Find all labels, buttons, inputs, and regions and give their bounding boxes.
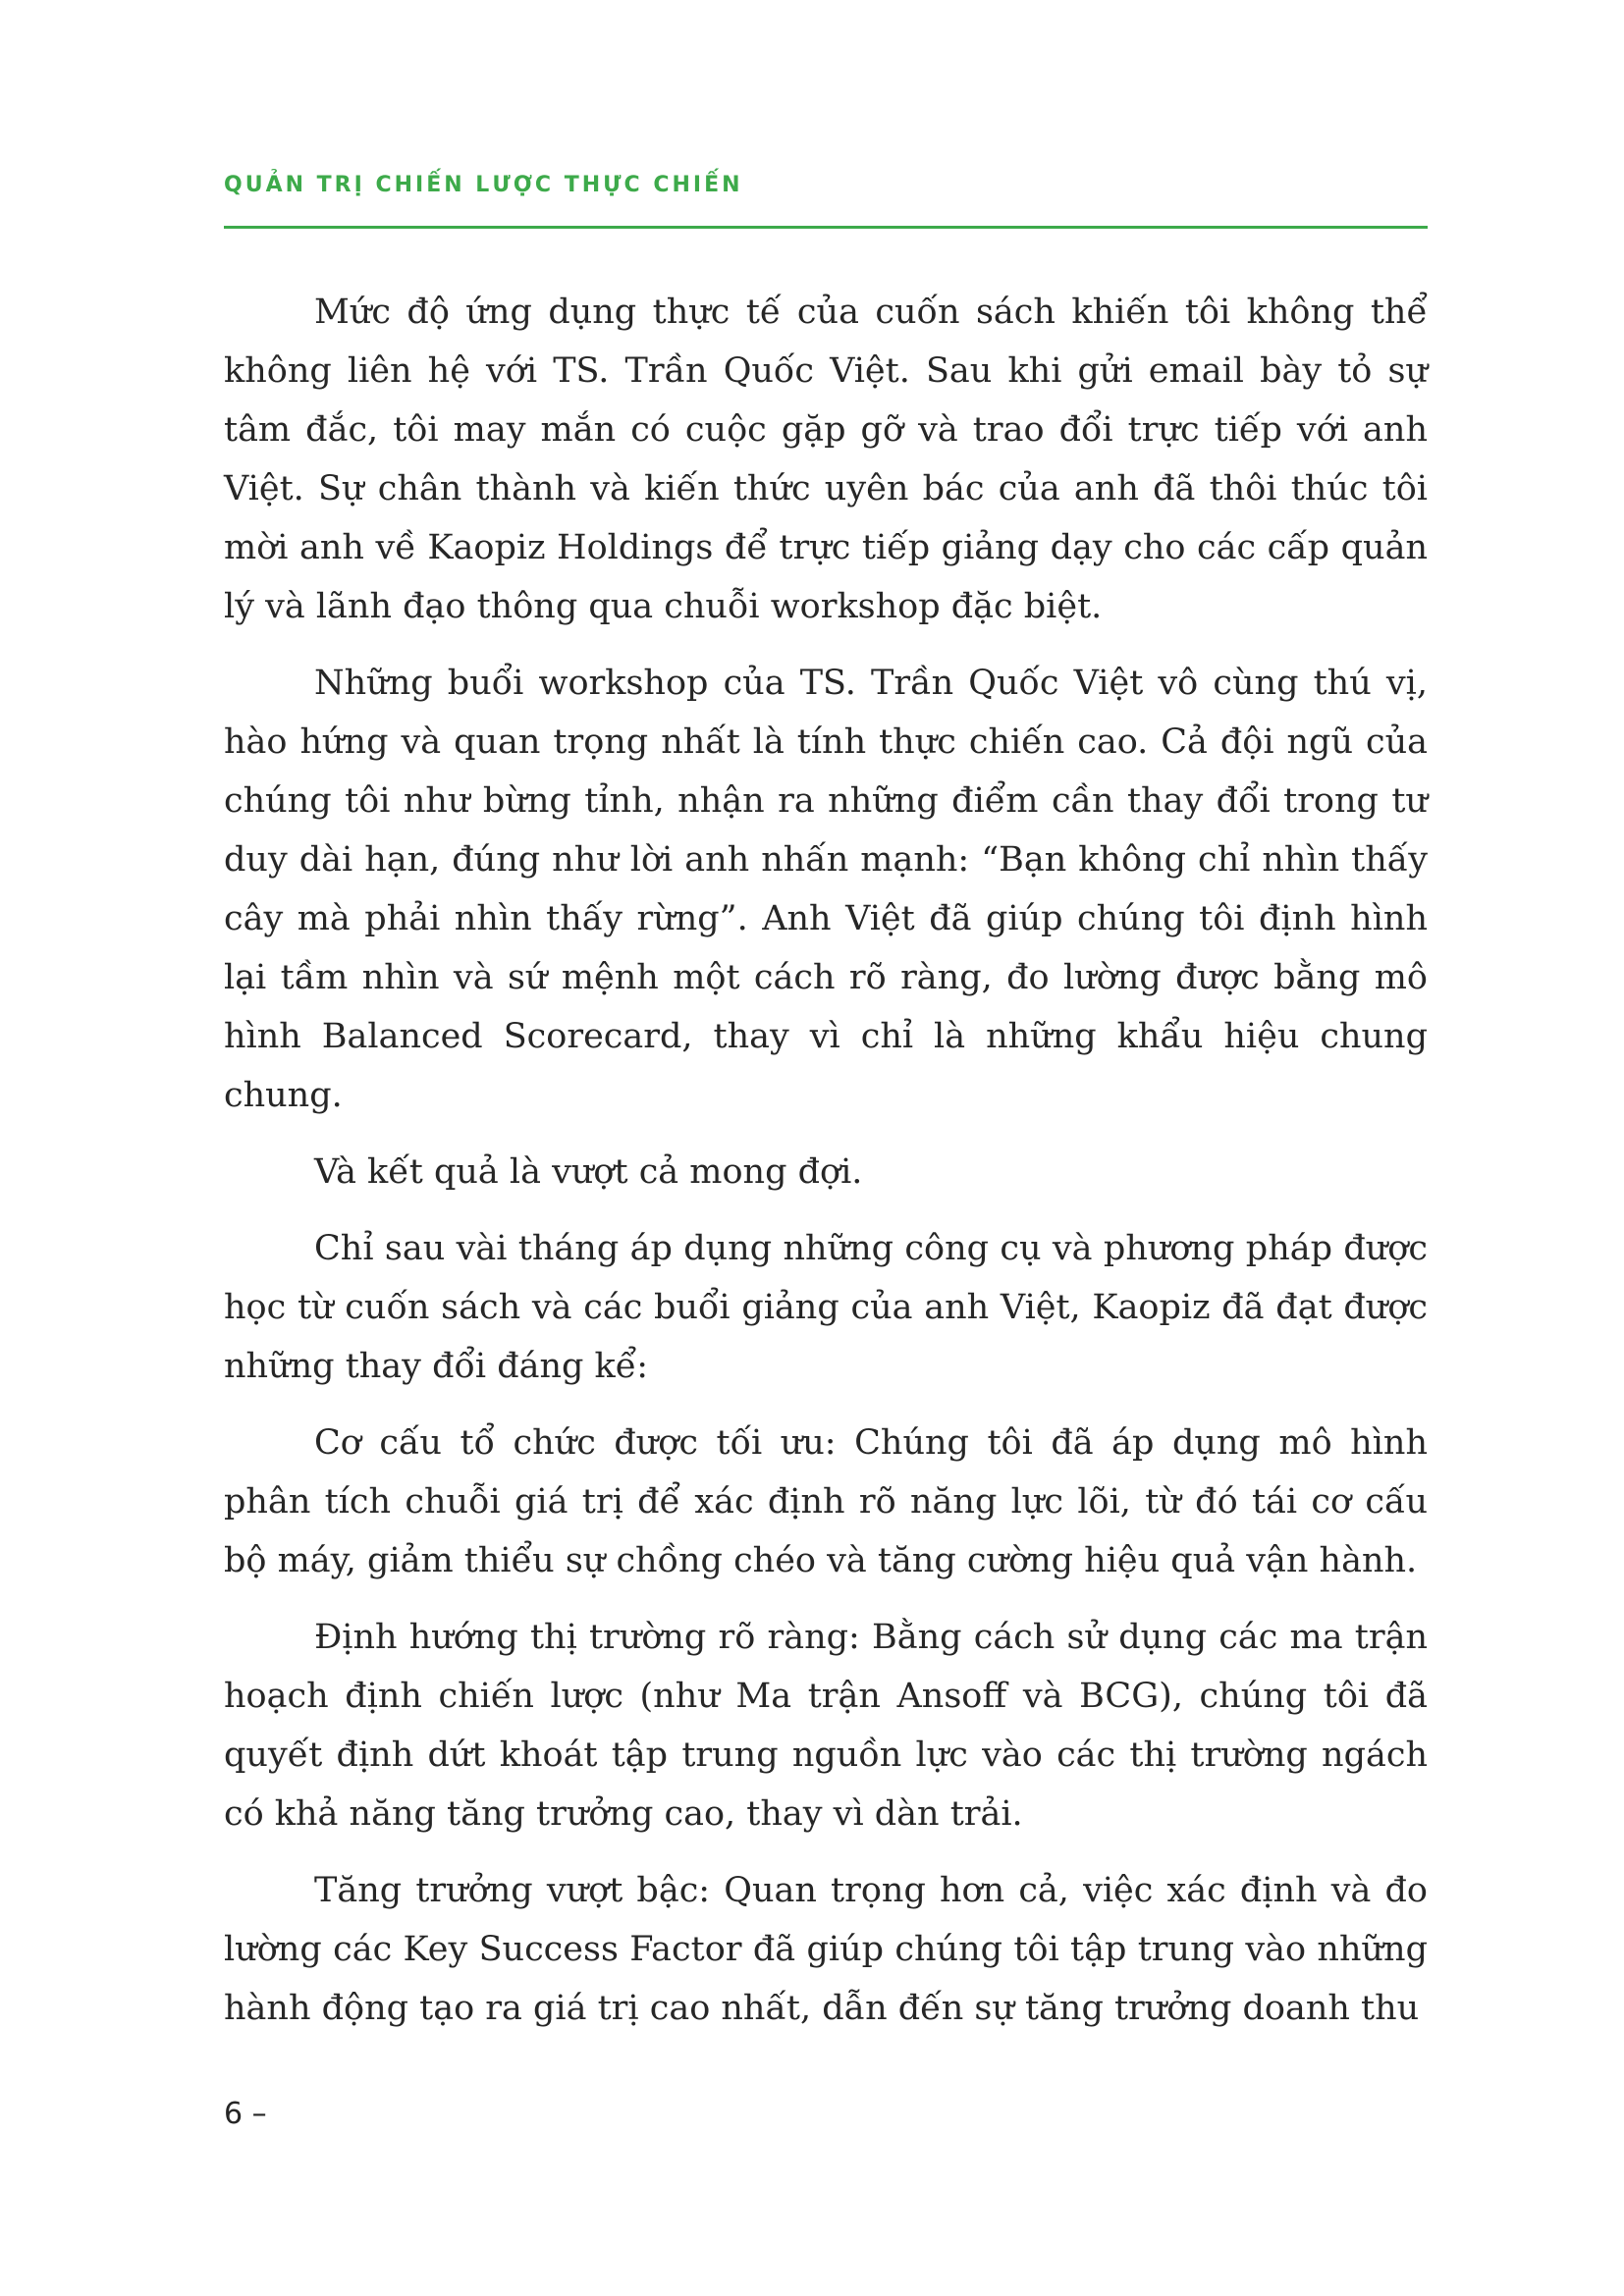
running-header: QUẢN TRỊ CHIẾN LƯỢC THỰC CHIẾN: [224, 173, 743, 197]
paragraph-1: Mức độ ứng dụng thực tế của cuốn sách khiến tôi không thể không liên hệ với TS. Trần Quốc Việt. Sau khi gửi email bày tỏ sự tâm đắc, tôi may mắn có cuộc gặp gỡ và trao đổi trực tiếp với anh Việt. Sự chân thành và kiến thức uyên bác của anh đã thôi thúc tôi mời anh về Kaopiz Holdings để trực tiếp giảng dạy cho các cấp quản lý và lãnh đạo thông qua chuỗi workshop đặc biệt.: [224, 293, 1428, 626]
body-text: [224, 283, 1428, 2056]
paragraph-7: Tăng trưởng vượt bậc: Quan trọng hơn cả, việc xác định và đo lường các Key Success Factor đã giúp chúng tôi tập trung vào những hành động tạo ra giá trị cao nhất, dẫn đến sự tăng trưởng doanh thu: [224, 1871, 1428, 2028]
header-rule: [224, 226, 1428, 229]
paragraph-3: Và kết quả là vượt cả mong đợi.: [314, 1152, 863, 1192]
paragraph-5: Cơ cấu tổ chức được tối ưu: Chúng tôi đã áp dụng mô hình phân tích chuỗi giá trị để xác định rõ năng lực lõi, từ đó tái cơ cấu bộ máy, giảm thiểu sự chồng chéo và tăng cường hiệu quả vận hành.: [224, 1423, 1428, 1580]
paragraph-6: Định hướng thị trường rõ ràng: Bằng cách sử dụng các ma trận hoạch định chiến lược (như Ma trận Ansoff và BCG), chúng tôi đã quyết định dứt khoát tập trung nguồn lực vào các thị trường ngách có khả năng tăng trưởng cao, thay vì dàn trải.: [224, 1618, 1428, 1834]
paragraph-2: Những buổi workshop của TS. Trần Quốc Việt vô cùng thú vị, hào hứng và quan trọng nhất là tính thực chiến cao. Cả đội ngũ của chúng tôi như bừng tỉnh, nhận ra những điểm cần thay đổi trong tư duy dài hạn, đúng như lời anh nhấn mạnh: “Bạn không chỉ nhìn thấy cây mà phải nhìn thấy rừng”. Anh Việt đã giúp chúng tôi định hình lại tầm nhìn và sứ mệnh một cách rõ ràng, đo lường được bằng mô hình Balanced Scorecard, thay vì chỉ là những khẩu hiệu chung chung.: [224, 664, 1428, 1115]
paragraph-4: Chỉ sau vài tháng áp dụng những công cụ và phương pháp được học từ cuốn sách và các buổi giảng của anh Việt, Kaopiz đã đạt được những thay đổi đáng kể:: [224, 1229, 1428, 1386]
page-number: 6 –: [224, 2097, 267, 2131]
